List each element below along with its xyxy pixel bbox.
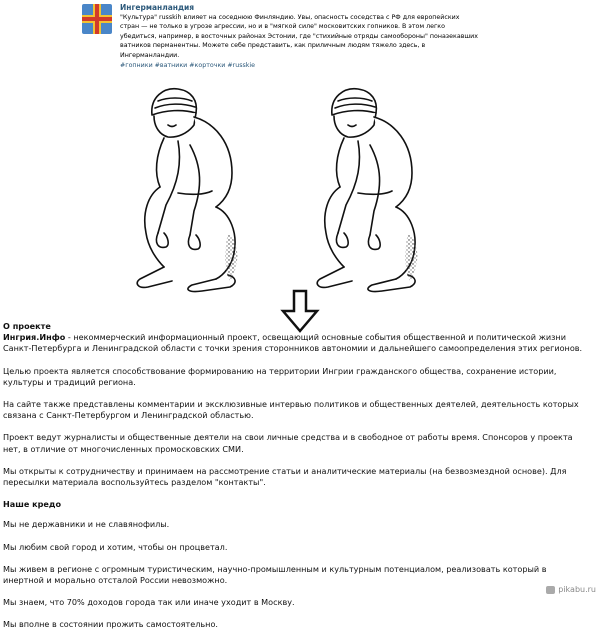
post-text: "Культура" russkih влияет на соседнюю Финляндию. Увы, опасность соседства с РФ для европейских стран — не только в угрозе агрессии, но и в "мягкой силе" московитских гопников. В этом легко убедиться, например, в восточных районах Эстонии, где "стихийные отряды самообороны" поназекавших ватников перманентны. Можете себе представить, как приличным людям тяжело здесь, в Ингерманландии. — [120, 14, 478, 59]
post-body — [120, 2, 478, 71]
squatting-figures-illustration — [120, 83, 490, 293]
interviews-paragraph: На сайте также представлены комментарии и эксклюзивные интервью политиков и общественных деятелей, деятельность которых связана с Санкт-Петербургом и Ленинградской областью. — [3, 399, 579, 421]
credo-item: Мы вполне в состоянии прожить самостоятельно. — [3, 619, 218, 630]
intro-paragraph — [3, 332, 588, 354]
goal-paragraph: Целью проекта является способствование формированию на территории Ингрии гражданского общества, сохранение истории, культуры и традиций региона. — [3, 365, 557, 387]
intro-text: - некоммерческий информационный проект, освещающий основные события общественной и политической жизни Санкт-Петербурга и Ленинградской области с точки зрения сторонников автономии и дальнейшего самоопределения этих регионов. — [3, 332, 583, 354]
pikabu-logo-icon — [546, 586, 555, 594]
credo-item: Мы живем в регионе с огромным туристическим, научно-промышленным и культурным потенциалом, реализовать который в инертной и морально отсталой России невозможно. — [3, 563, 547, 586]
cooperation-paragraph: Мы открыты к сотрудничеству и принимаем на рассмотрение статьи и аналитические материалы (на безвозмездной основе). Для пересылки материала воспользуйтесь разделом "контакты". — [3, 465, 567, 488]
about-project-article — [3, 321, 588, 642]
credo-item: Мы не державники и не славянофилы. — [3, 519, 170, 530]
funding-paragraph: Проект ведут журналисты и общественные деятели на свои личные средства и в свободное от работы время. Спонсоров у проекта нет, в отличие от многочисленных промосковских СМИ. — [3, 432, 573, 454]
about-heading: О проекте — [3, 321, 51, 331]
watermark — [546, 585, 596, 594]
credo-item: Мы любим свой город и хотим, чтобы он процветал. — [3, 541, 228, 552]
post-hashtags[interactable]: #гопники #ватники #корточки #russkie — [120, 62, 256, 70]
watermark-text: pikabu.ru — [558, 585, 596, 594]
site-name: Ингрия.Инфо — [3, 332, 66, 343]
credo-heading: Наше кредо — [3, 499, 62, 510]
credo-item: Мы знаем, что 70% доходов города так или иначе уходит в Москву. — [3, 597, 295, 608]
post-author[interactable]: Ингерманландия — [120, 3, 195, 12]
avatar[interactable] — [82, 4, 112, 34]
